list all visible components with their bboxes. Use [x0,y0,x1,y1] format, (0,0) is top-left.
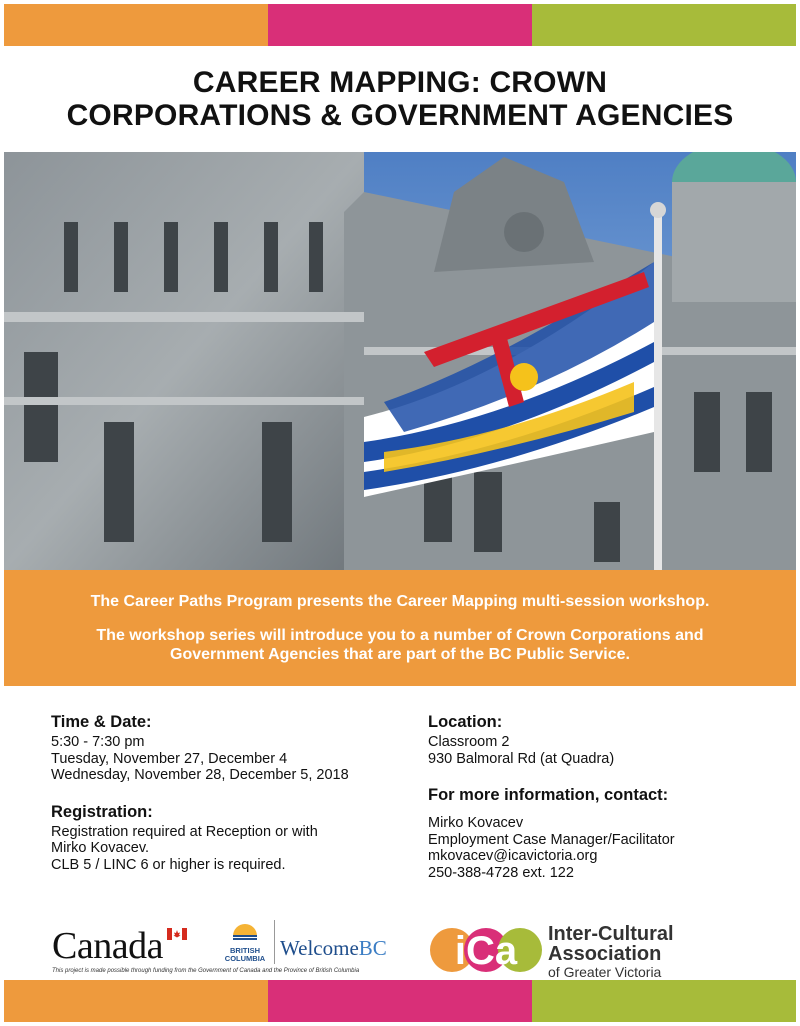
contact-phone: 250-388-4728 ext. 122 [428,864,574,881]
location-heading: Location: [428,713,503,731]
welcomebc-text-a: Welcome [280,936,359,960]
band-orange [4,4,268,46]
time-date-heading: Time & Date: [51,713,152,731]
date-line-wednesday: Wednesday, November 28, December 5, 2018 [51,767,349,783]
banner-detail-2: Government Agencies that are part of the BC Public Service. [170,646,630,663]
ica-name-line-3: of Greater Victoria [548,964,662,980]
ica-name-line-2: Association [548,943,662,965]
location-address: 930 Balmoral Rd (at Quadra) [428,750,615,767]
title-line-2: CORPORATIONS & GOVERNMENT AGENCIES [66,99,734,132]
registration-line-3: CLB 5 / LINC 6 or higher is required. [51,856,286,873]
banner-intro: The Career Paths Program presents the Career Mapping multi-session workshop. [90,593,710,610]
band-green-bottom [532,980,796,1022]
info-banner [4,570,796,686]
contact-email[interactable]: mkovacev@icavictoria.org [428,848,598,864]
contact-role: Employment Case Manager/Facilitator [428,831,675,848]
right-info-column [428,712,768,881]
welcomebc-text-b: BC [358,936,387,960]
bc-text-2: COLUMBIA [224,954,266,963]
contact-heading: For more information, contact: [428,786,669,804]
band-pink [268,4,532,46]
date-line-tuesday: Tuesday, November 27, December 4 [51,750,288,767]
band-pink-bottom [268,980,532,1022]
ica-name-line-1: Inter-Cultural [548,923,674,945]
registration-line-1: Registration required at Reception or with [51,823,318,840]
welcomebc-logo [280,936,387,961]
ica-letters: iCa [454,929,518,973]
sponsor-logos [0,918,800,980]
canada-wordmark: Canada [52,925,163,967]
legislature-flag-photo [4,152,796,570]
left-info-column [51,712,411,873]
poster-title [0,66,800,132]
contact-name: Mirko Kovacev [428,815,524,831]
logo-divider [274,920,275,964]
bc-sun-icon [230,918,260,942]
title-line-1: CAREER MAPPING: CROWN [192,66,608,99]
british-columbia-logo [216,918,274,964]
ica-logo-icon [430,920,542,976]
bc-text-1: BRITISH [230,946,260,955]
banner-detail-1: The workshop series will introduce you to a number of Crown Corporations and [96,627,704,644]
location-room: Classroom 2 [428,734,510,750]
registration-heading: Registration: [51,802,153,821]
bottom-color-band [4,980,796,1022]
band-green [532,4,796,46]
band-orange-bottom [4,980,268,1022]
canada-flag-icon [167,928,187,940]
ica-name [548,924,674,980]
top-color-band [4,4,796,46]
funding-note: This project is made possible through funding from the Government of Canada and the Province of British Columbia [52,968,360,974]
time-line: 5:30 - 7:30 pm [51,734,145,750]
registration-line-2: Mirko Kovacev. [51,840,150,856]
